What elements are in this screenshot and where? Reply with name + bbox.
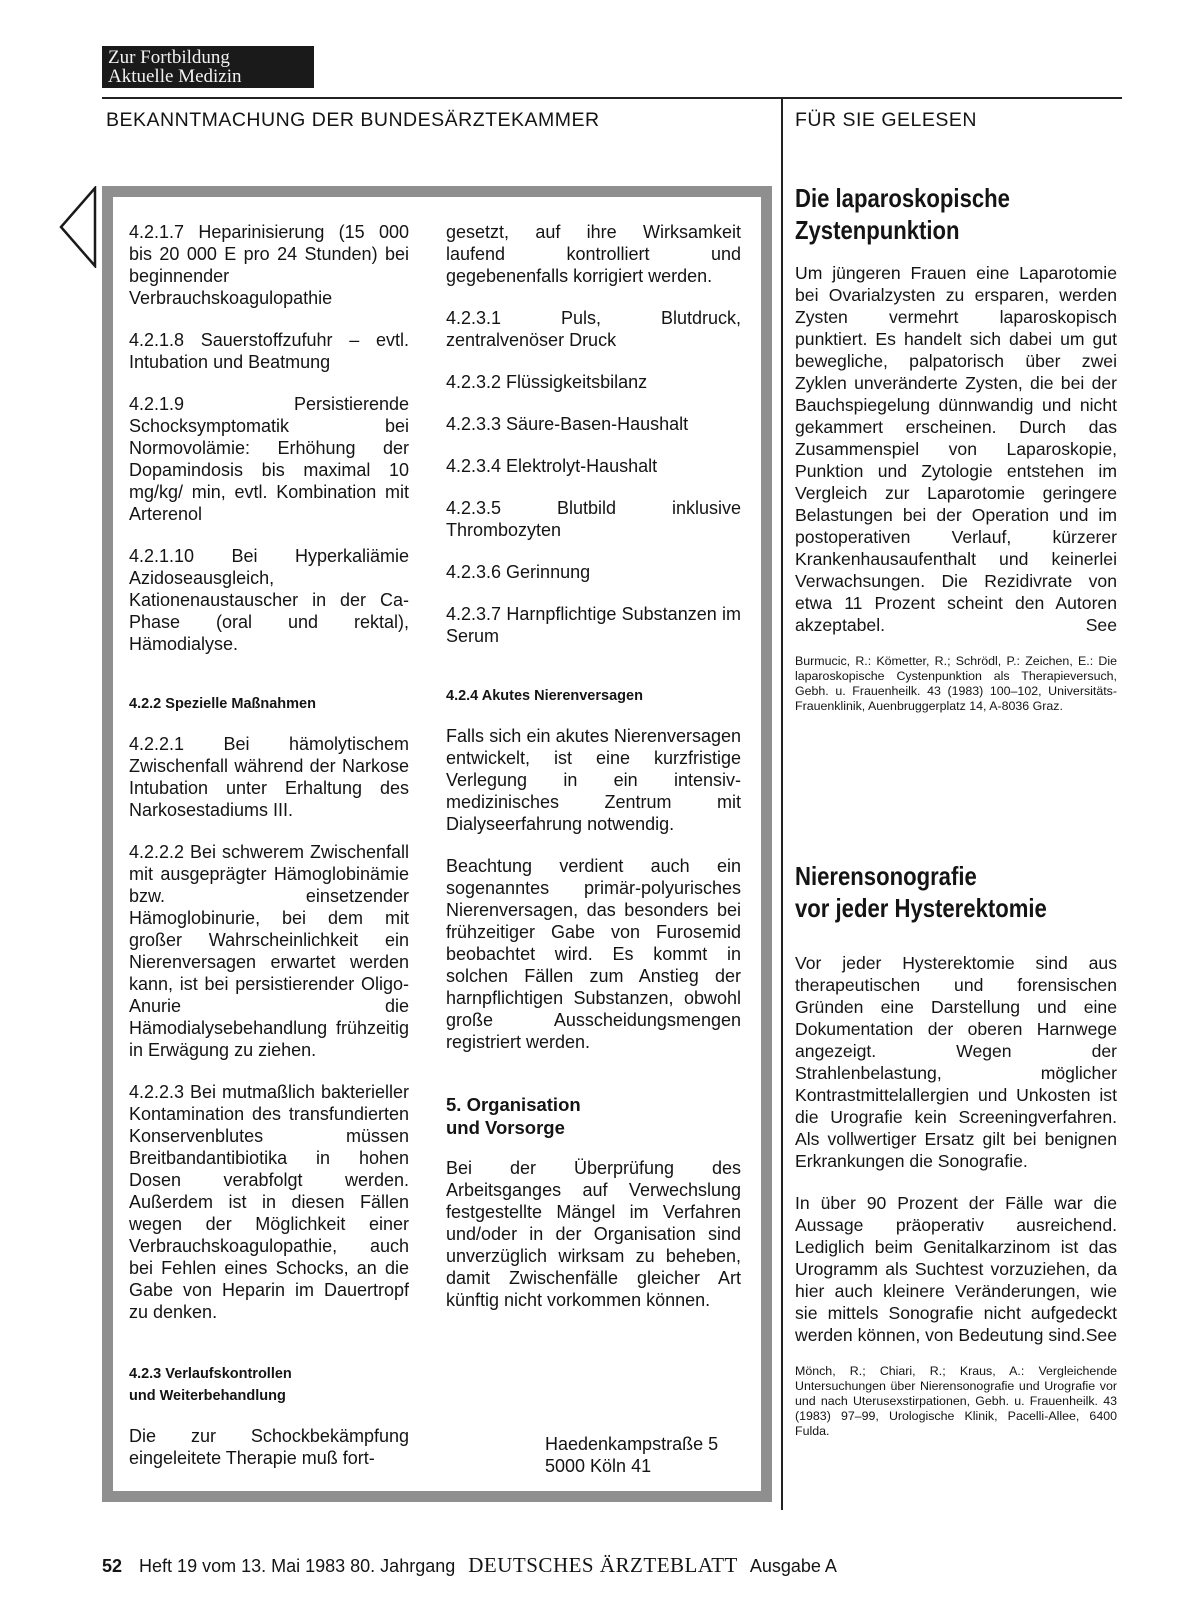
paragraph: 4.2.3.7 Harnpflichtige Substanzen im Serum bbox=[446, 604, 741, 646]
article-2-reference: Mönch, R.; Chiari, R.; Kraus, A.: Vergleichende Untersuchungen über Nierensonografie und Urografie vor und nach Uterusexstirpationen, Gebh. u. Frauenheilk. 43 (1983) 97–99, Urologische Klinik, Pacelli-Allee, 6400 Fulda. bbox=[795, 1364, 1117, 1438]
continuation-arrow-icon bbox=[58, 186, 98, 268]
article-2-title bbox=[795, 860, 1069, 924]
paragraph: Die zur Schockbekämpfung eingeleitete Therapie muß fort- bbox=[129, 1426, 409, 1468]
paragraph: 4.2.3.6 Gerinnung bbox=[446, 562, 591, 582]
article-1 bbox=[795, 182, 1117, 714]
paragraph: 4.2.1.7 Heparinisierung (15 000 bis 20 000 E pro 24 Stunden) bei beginnender Verbrauchskoagulopathie bbox=[129, 222, 409, 308]
article-1-title bbox=[795, 182, 1069, 246]
address-line: 5000 Köln 41 bbox=[545, 1456, 652, 1476]
section-heading bbox=[446, 1093, 741, 1139]
section-label bbox=[102, 46, 314, 88]
paragraph: 4.2.3.4 Elektrolyt-Haushalt bbox=[446, 456, 658, 476]
article-title-line: Die laparoskopische bbox=[795, 183, 1010, 213]
edition: Ausgabe A bbox=[749, 1556, 837, 1576]
paragraph: 4.2.1.8 Sauerstoffzufuhr – evtl. Intubation und Beatmung bbox=[129, 330, 409, 372]
section-heading-line: und Vorsorge bbox=[446, 1117, 565, 1138]
section-label-line1: Zur Fortbildung bbox=[108, 47, 230, 68]
address bbox=[545, 1433, 718, 1477]
paragraph: Falls sich ein akutes Nierenversagen entwickelt, ist eine kurzfristige Verlegung in ein intensiv-medizinisches Zentrum mit Dialyseerfahrung notwendig. bbox=[446, 726, 741, 834]
article-1-reference: Burmucic, R.: Kömetter, R.; Schrödl, P.: Zeichen, E.: Die laparoskopische Cystenpunktion als Therapieversuch, Gebh. u. Frauenheilk. 43 (1983) 100–102, Universitäts-Frauenklinik, Auenbruggerplatz 14, A-8036 Graz. bbox=[795, 654, 1117, 713]
column-divider bbox=[781, 97, 783, 1510]
issue-info: Heft 19 vom 13. Mai 1983 80. Jahrgang bbox=[139, 1556, 456, 1576]
paragraph: Beachtung verdient auch ein sogenanntes primär-polyurisches Nierenversagen, das besonders bei frühzeitiger Gabe von Furosemid beobachtet wird. Es kommt in solchen Fällen zum Anstieg der harnpflichtigen Substanzen, obwohl große Ausscheidungsmengen registriert werden. bbox=[446, 856, 741, 1052]
article-text: In über 90 Prozent der Fälle war die Aussage präoperativ ausreichend. Lediglich beim Genitalkarzinom ist das Urogramm als Suchtest vorzuziehen, da hier auch kleinere Veränderungen, wie sie mittels Sonografie nicht aufgedeckt werden können, von Bedeutung sind. bbox=[795, 1193, 1117, 1345]
subheading-line: 4.2.3 Verlaufskontrollen bbox=[129, 1366, 292, 1382]
see-note: See bbox=[1085, 1325, 1117, 1345]
page-footer bbox=[102, 1553, 837, 1578]
see-note: See bbox=[1085, 615, 1117, 635]
page-number: 52 bbox=[102, 1556, 123, 1576]
subheading bbox=[129, 1363, 409, 1407]
paragraph: 4.2.1.10 Bei Hyperkaliämie Azidoseausgleich, Kationenaustauscher in der Ca-Phase (oral und rektal), Hämodialyse. bbox=[129, 546, 409, 654]
paragraph: 4.2.3.3 Säure-Basen-Haushalt bbox=[446, 414, 689, 434]
article-title-line: Nierensonografie bbox=[795, 861, 977, 891]
announcement-column-1 bbox=[129, 221, 409, 1489]
article-text: Um jüngeren Frauen eine Laparotomie bei Ovarialzysten zu ersparen, werden Zysten vermehrt laparoskopisch punktiert. Es handelt sich dabei um gut bewegliche, palpatorisch über zwei Zyklen unveränderte Zysten, die bei der Bauchspiegelung dünnwandig und nicht gekammert erscheinen. Durch das Zusammenspiel von Laparoskopie, Punktion und Zytologie entstehen im Vergleich zur Laparotomie geringere Belastungen bei der Operation und im postoperativen Verlauf, kürzerer Krankenhausaufenthalt und keinerlei Verwachsungen. Die Rezidivrate von etwa 11 Prozent scheint den Autoren akzeptabel. bbox=[795, 263, 1117, 635]
article-title-line: vor jeder Hysterektomie bbox=[795, 893, 1047, 923]
article-2-body bbox=[795, 952, 1117, 1346]
subheading-line: und Weiterbehandlung bbox=[129, 1388, 286, 1404]
section-heading-line: 5. Organisation bbox=[446, 1094, 581, 1115]
header-rule bbox=[102, 97, 1122, 99]
paragraph: 4.2.2.3 Bei mutmaßlich bakterieller Kontamination des transfundierten Konservenblutes müssen Breitbandantibiotika in hohen Dosen verabfolgt werden. Außerdem ist in diesen Fällen wegen der Möglichkeit einer Verbrauchskoagulopathie, auch bei Fehlen eines Schocks, an die Gabe von Heparin im Dauertropf zu denken. bbox=[129, 1082, 409, 1322]
subheading: 4.2.2 Spezielle Maßnahmen bbox=[129, 696, 316, 712]
section-label-line2: Aktuelle Medizin bbox=[108, 66, 242, 87]
announcement-column-2 bbox=[446, 221, 741, 1331]
article-text: Vor jeder Hysterektomie sind aus therapeutischen und forensischen Gründen eine Darstellung und eine Dokumentation der oberen Harnwege angezeigt. Wegen der Strahlenbelastung, möglicher Kontrastmittelallergien und Unkosten ist die Urografie kein Screeningverfahren. Als vollwertiger Ersatz gilt bei benignen Erkrankungen die Sonografie. bbox=[795, 953, 1117, 1171]
subheading: 4.2.4 Akutes Nierenversagen bbox=[446, 688, 643, 704]
article-2 bbox=[795, 860, 1117, 1439]
right-kicker: FÜR SIE GELESEN bbox=[795, 109, 977, 131]
address-line: Haedenkampstraße 5 bbox=[545, 1434, 719, 1454]
left-kicker: BEKANNTMACHUNG DER BUNDESÄRZTEKAMMER bbox=[106, 109, 600, 131]
paragraph: gesetzt, auf ihre Wirksamkeit laufend kontrolliert und gegebenenfalls korrigiert werden. bbox=[446, 222, 741, 286]
paragraph: 4.2.2.2 Bei schwerem Zwischenfall mit ausgeprägter Hämoglobinämie bzw. einsetzender Hämoglobinurie, bei dem mit großer Wahrscheinlichkeit ein Nierenversagen erwartet werden kann, ist bei persistierender Oligo-Anurie die Hämodialysebehandlung frühzeitig in Erwägung zu ziehen. bbox=[129, 842, 409, 1060]
paragraph: 4.2.3.1 Puls, Blutdruck, zentralvenöser Druck bbox=[446, 308, 741, 350]
paragraph: 4.2.2.1 Bei hämolytischem Zwischenfall während der Narkose Intubation unter Erhaltung des Narkosestadiums III. bbox=[129, 734, 409, 820]
paragraph: Bei der Überprüfung des Arbeitsganges auf Verwechslung festgestellte Mängel im Verfahren und/oder in der Organisation sind unverzüglich wirksam zu beheben, damit Zwischenfälle gleicher Art künftig nicht vorkommen können. bbox=[446, 1158, 741, 1310]
paragraph: 4.2.1.9 Persistierende Schocksymptomatik bei Normovolämie: Erhöhung der Dopamindosis bis maximal 10 mg/kg/ min, evtl. Kombination mit Arterenol bbox=[129, 394, 409, 524]
article-1-body bbox=[795, 262, 1117, 636]
magazine-name: DEUTSCHES ÄRZTEBLATT bbox=[468, 1553, 738, 1577]
article-title-line: Zystenpunktion bbox=[795, 215, 960, 245]
paragraph: 4.2.3.2 Flüssigkeitsbilanz bbox=[446, 372, 648, 392]
paragraph: 4.2.3.5 Blutbild inklusive Thrombozyten bbox=[446, 498, 741, 540]
